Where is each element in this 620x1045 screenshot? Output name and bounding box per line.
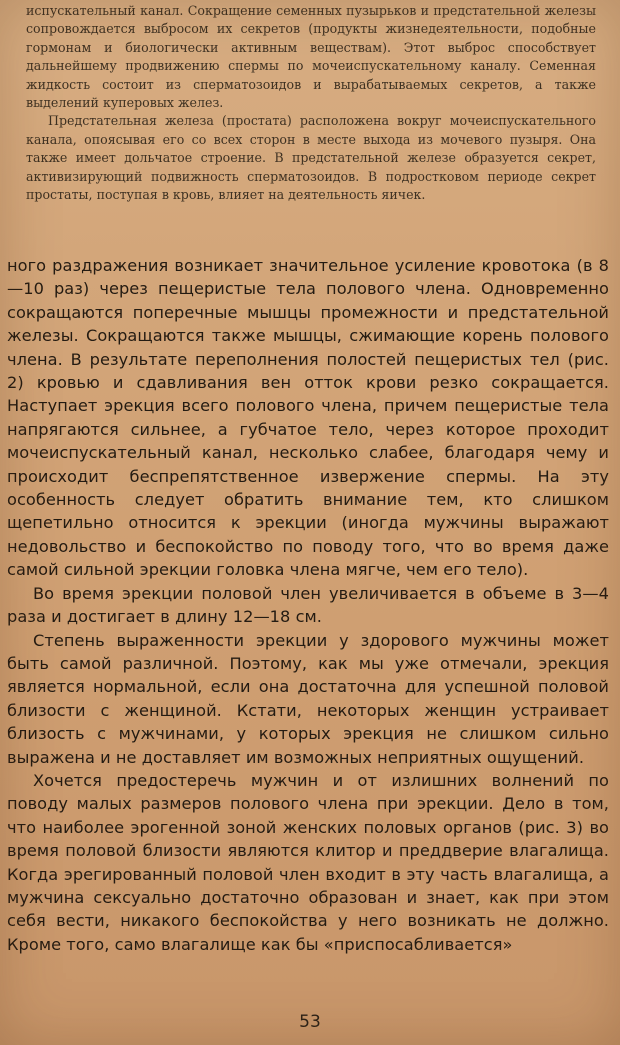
main-paragraph-3: Степень выраженности эрекции у здорового мужчины может быть самой различной. Поэтому, как мы уже отмечали, эрекция является нормальной, если она достаточна для успешной половой близости с женщиной. Кстати, некоторых женщин устраивает близость с мужчинами, у которых эрекция не слишком сильно выражена и не доставляет им возможных неприятных ощущений. (7, 630, 609, 767)
main-paragraph-4: Хочется предостеречь мужчин и от излишних волнений по поводу малых размеров полового члена при эрекции. Дело в том, что наиболее эрогенной зоной женских половых органов (рис. 3) во время половой близости являются клитор и преддверие влагалища. Когда эрегированный половой член входит в эту часть влагалища, а мужчина сексуально достаточно образован и знает, как при этом себя вести, никакого беспокойства у него возникать не должно. Кроме того, само влагалище как бы «приспосабливается» (7, 770, 609, 954)
small-print-block (26, 2, 596, 204)
main-text-block (7, 254, 609, 956)
small-paragraph-2: Предстательная железа (простата) расположена вокруг мочеиспускательного канала, опоясывая его со всех сторон в месте выхода из мочевого пузыря. Она также имеет дольчатое строение. В предстательной железе образуется секрет, активизирующий подвижность сперматозоидов. В подростковом периоде секрет простаты, поступая в кровь, влияет на деятельность яичек. (26, 113, 596, 203)
page-number: 53 (299, 1012, 321, 1032)
small-paragraph-1: испускательный канал. Сокращение семенных пузырьков и предстательной железы сопровождается выбросом их секретов (продукты жизнедеятельности, подобные гормонам и биологически активным веществам). Этот выброс способствует дальнейшему продвижению спермы по мочеиспускательному каналу. Семенная жидкость состоит из сперматозоидов и вырабатываемых секретов, а также выделений куперовых желез. (26, 3, 596, 111)
main-paragraph-2: Во время эрекции половой член увеличивается в объеме в 3—4 раза и достигает в длину 12—18 см. (7, 583, 609, 627)
main-paragraph-1: ного раздражения возникает значительное усиление кровотока (в 8—10 раз) через пещеристые тела полового члена. Одновременно сокращаются поперечные мышцы промежности и предстательной железы. Сокращаются также мышцы, сжимающие корень полового члена. В результате переполнения полостей пещеристых тел (рис. 2) кровью и сдавливания вен отток крови резко сокращается. Наступает эрекция всего полового члена, причем пещеристые тела напрягаются сильнее, а губчатое тело, через которое проходит мочеиспускательный канал, несколько слабее, благодаря чему и происходит беспрепятственное извержение спермы. На эту особенность следует обратить внимание тем, кто слишком щепетильно относится к эрекции (иногда мужчины выражают недовольство и беспокойство по поводу того, что во время даже самой сильной эрекции головка члена мягче, чем его тело). (7, 256, 609, 580)
